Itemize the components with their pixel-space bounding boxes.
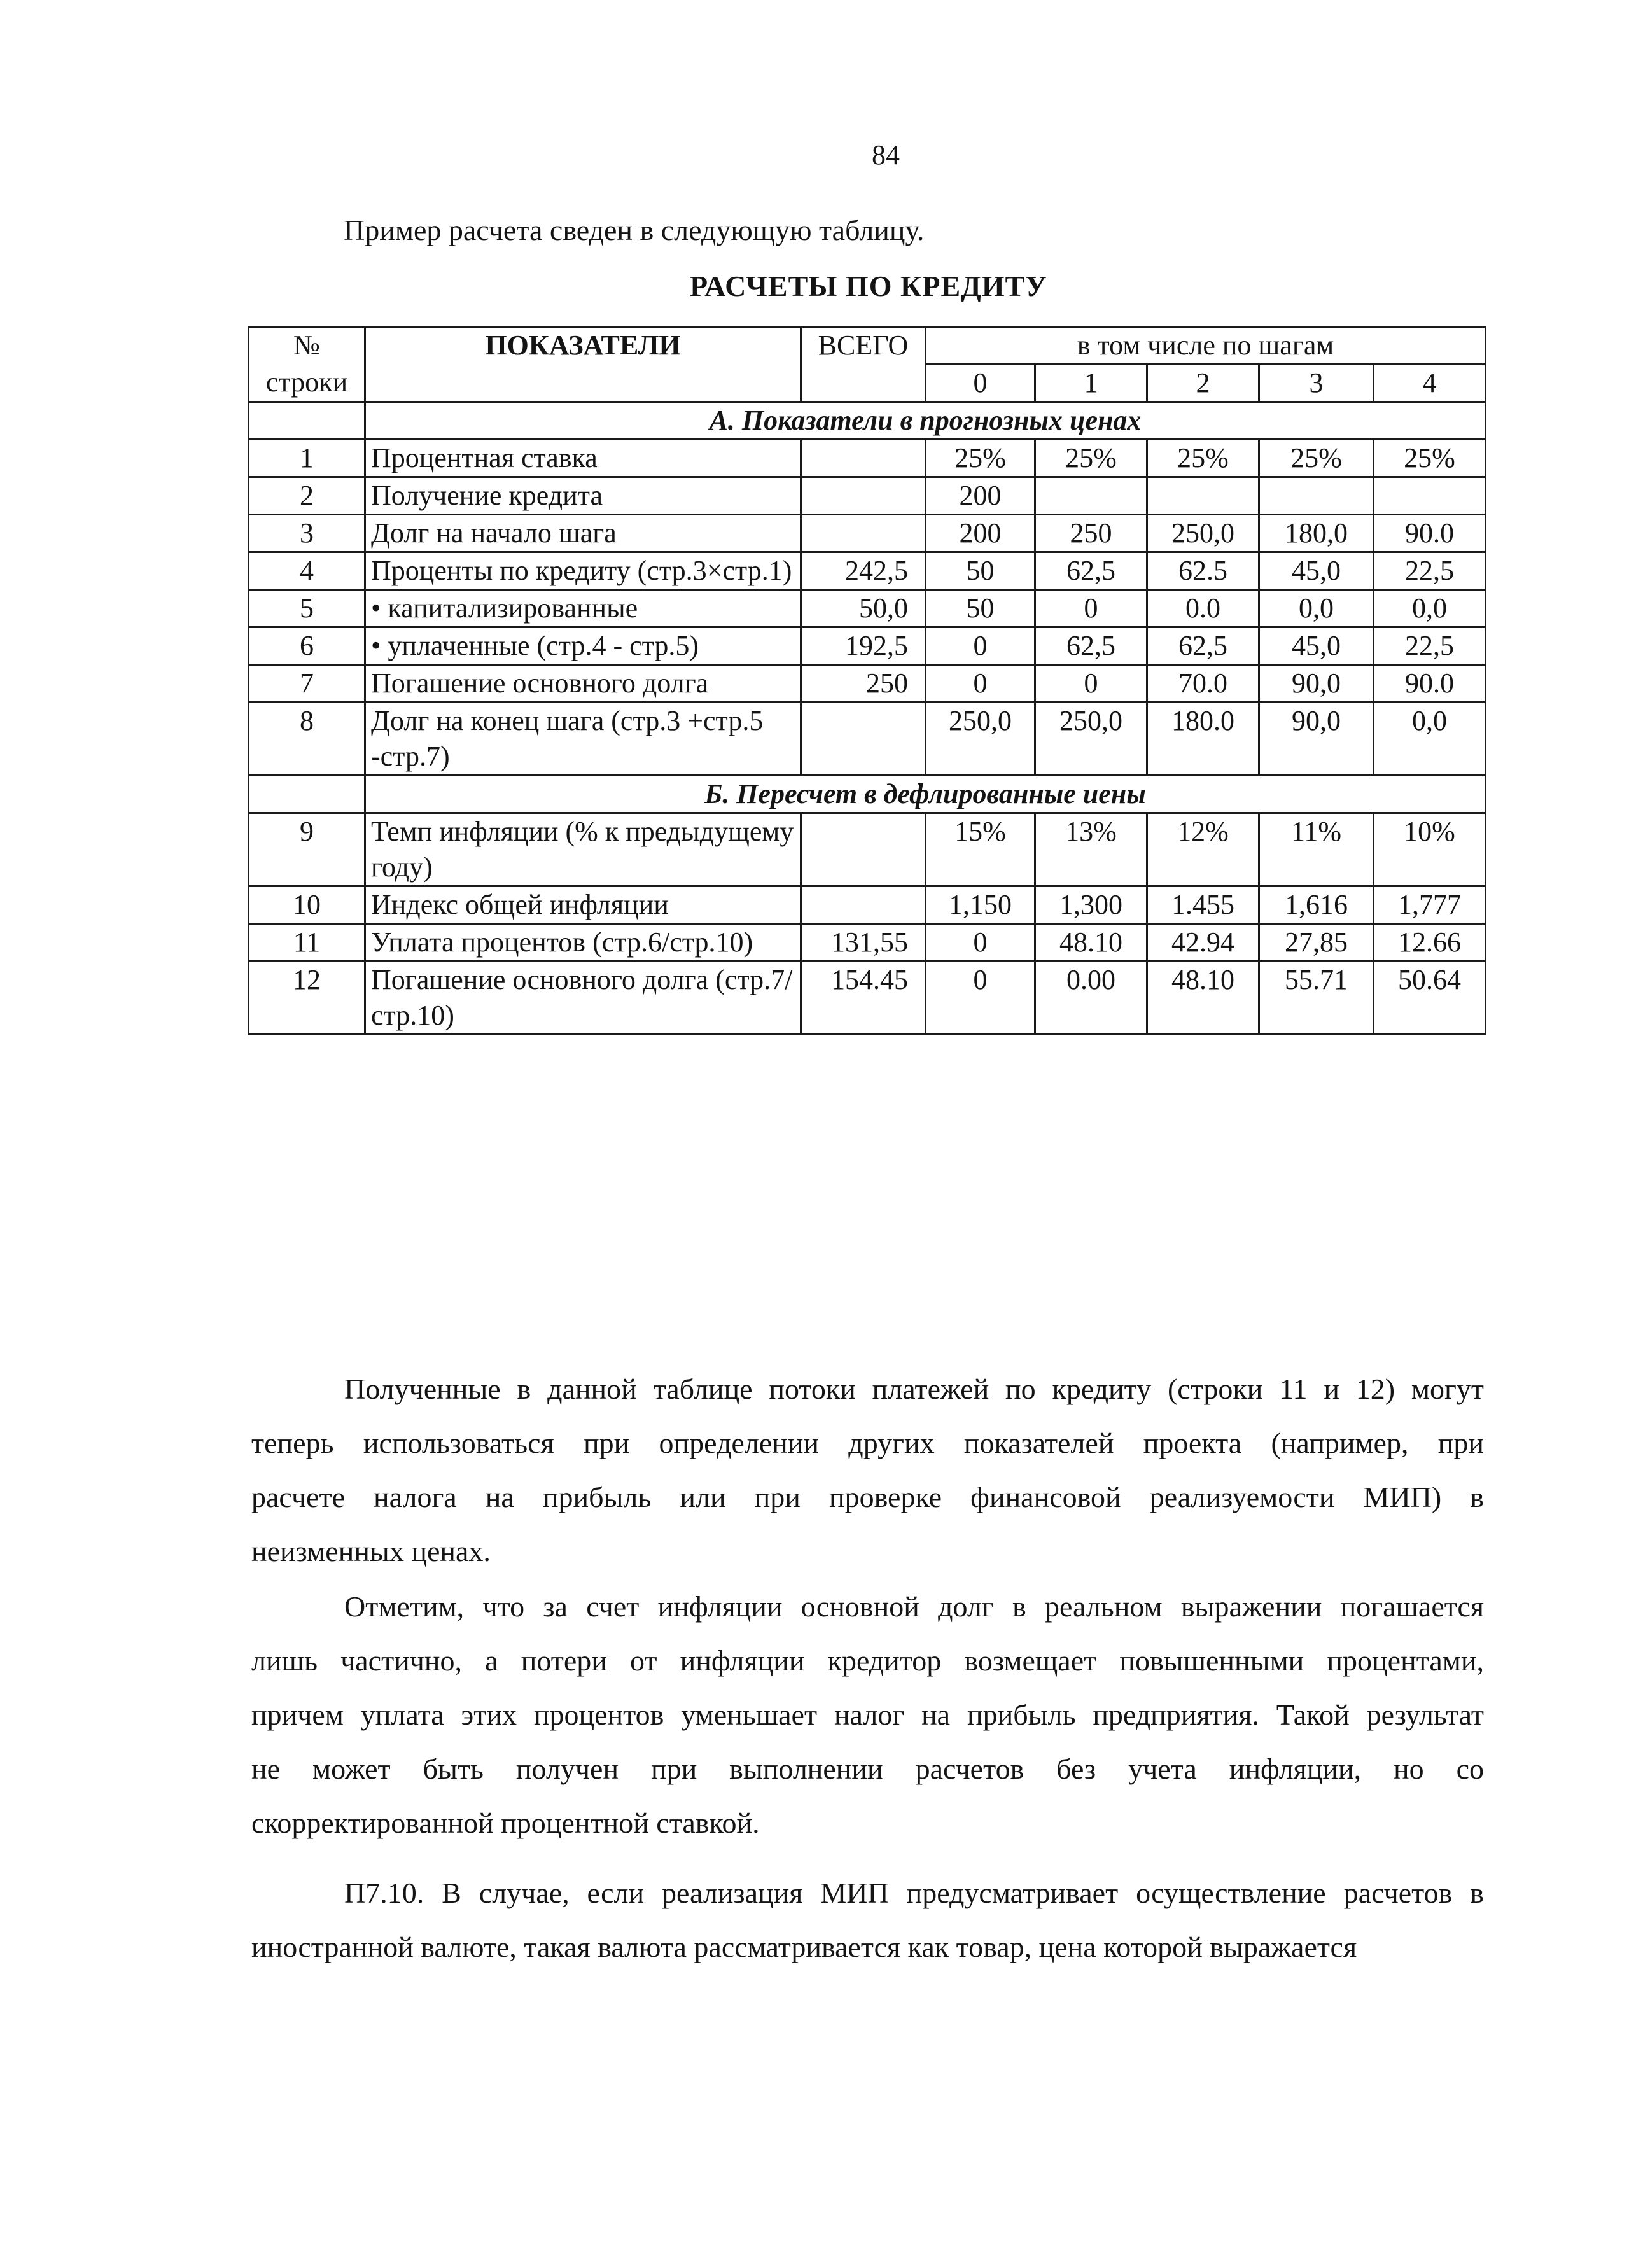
row-indicator: Погашение основного долга xyxy=(365,665,801,703)
row-indicator: Погашение основного долга (стр.7/стр.10) xyxy=(365,962,801,1035)
table-row xyxy=(249,627,1486,665)
table-row xyxy=(249,440,1486,477)
header-indicators: ПОКАЗАТЕЛИ xyxy=(365,327,801,402)
step-header: 0 xyxy=(926,365,1035,402)
row-step-value: 62,5 xyxy=(1035,627,1147,665)
row-step-value: 0 xyxy=(926,627,1035,665)
row-indicator: Долг на конец шага (стр.3 +стр.5 -стр.7) xyxy=(365,703,801,776)
header-no: № xyxy=(249,327,365,365)
row-step-value xyxy=(1259,477,1374,515)
table-row xyxy=(249,477,1486,515)
row-indicator: Процентная ставка xyxy=(365,440,801,477)
row-number: 11 xyxy=(249,924,365,962)
intro-text: Пример расчета сведен в следующую таблицу. xyxy=(344,214,925,246)
table-row xyxy=(249,924,1486,962)
row-indicator: Уплата процентов (стр.6/стр.10) xyxy=(365,924,801,962)
section-a-row xyxy=(249,402,1486,440)
row-step-value: 90.0 xyxy=(1374,665,1486,703)
row-step-value: 0 xyxy=(926,665,1035,703)
row-step-value: 50 xyxy=(926,552,1035,590)
row-step-value: 90.0 xyxy=(1374,515,1486,552)
row-step-value: 0 xyxy=(1035,665,1147,703)
paragraph-line: Отметим, что за счет инфляции основной долг в реальном выражении погашается xyxy=(344,1590,1484,1623)
header-row-1 xyxy=(249,327,1486,365)
step-header: 4 xyxy=(1374,365,1486,402)
row-step-value: 12% xyxy=(1147,813,1259,886)
paragraph-1 xyxy=(251,1362,1484,1578)
paragraph-2 xyxy=(251,1579,1484,1850)
row-step-value: 0,0 xyxy=(1374,703,1486,776)
step-header: 2 xyxy=(1147,365,1259,402)
row-step-value: 0.00 xyxy=(1035,962,1147,1035)
row-step-value: 13% xyxy=(1035,813,1147,886)
row-step-value: 45,0 xyxy=(1259,627,1374,665)
row-step-value: 1,777 xyxy=(1374,886,1486,924)
row-indicator: Темп инфляции (% к предыдущему году) xyxy=(365,813,801,886)
row-total: 154.45 xyxy=(801,962,926,1035)
row-step-value: 25% xyxy=(1147,440,1259,477)
row-step-value: 0,0 xyxy=(1259,590,1374,627)
row-step-value xyxy=(1374,477,1486,515)
table-row xyxy=(249,665,1486,703)
header-total: ВСЕГО xyxy=(801,327,926,402)
paragraph-line: теперь использоваться при определении других показателей проекта (например, при xyxy=(251,1427,1484,1459)
row-step-value: 12.66 xyxy=(1374,924,1486,962)
paragraph-line: расчете налога на прибыль или при проверке финансовой реализуемости МИП) в xyxy=(251,1481,1484,1513)
row-step-value: 250 xyxy=(1035,515,1147,552)
row-step-value: 180.0 xyxy=(1147,703,1259,776)
row-step-value: 1,616 xyxy=(1259,886,1374,924)
row-total: 131,55 xyxy=(801,924,926,962)
row-total xyxy=(801,515,926,552)
row-total: 50,0 xyxy=(801,590,926,627)
paragraph-line: причем уплата этих процентов уменьшает налог на прибыль предприятия. Такой результат xyxy=(251,1698,1484,1731)
row-total: 250 xyxy=(801,665,926,703)
row-step-value: 25% xyxy=(926,440,1035,477)
table-row xyxy=(249,590,1486,627)
header-steps: в том числе по шагам xyxy=(926,327,1486,365)
row-number: 12 xyxy=(249,962,365,1035)
step-header: 3 xyxy=(1259,365,1374,402)
row-step-value: 1,150 xyxy=(926,886,1035,924)
row-step-value: 62,5 xyxy=(1147,627,1259,665)
row-step-value: 0,0 xyxy=(1374,590,1486,627)
row-step-value: 180,0 xyxy=(1259,515,1374,552)
row-total xyxy=(801,886,926,924)
row-number: 1 xyxy=(249,440,365,477)
row-step-value: 62,5 xyxy=(1035,552,1147,590)
header-row-label: строки xyxy=(249,365,365,402)
row-step-value: 0.0 xyxy=(1147,590,1259,627)
row-step-value: 0 xyxy=(926,962,1035,1035)
row-step-value: 55.71 xyxy=(1259,962,1374,1035)
page-number: 84 xyxy=(872,139,900,171)
row-step-value: 48.10 xyxy=(1147,962,1259,1035)
table-row xyxy=(249,515,1486,552)
row-step-value: 90,0 xyxy=(1259,665,1374,703)
row-step-value: 0 xyxy=(926,924,1035,962)
row-step-value: 0 xyxy=(1035,590,1147,627)
row-indicator: Получение кредита xyxy=(365,477,801,515)
row-indicator: Проценты по кредиту (стр.3×стр.1) xyxy=(365,552,801,590)
row-indicator: Долг на начало шага xyxy=(365,515,801,552)
table-row xyxy=(249,813,1486,886)
row-step-value: 42.94 xyxy=(1147,924,1259,962)
row-step-value: 25% xyxy=(1259,440,1374,477)
row-step-value: 50 xyxy=(926,590,1035,627)
table-row xyxy=(249,552,1486,590)
row-step-value: 48.10 xyxy=(1035,924,1147,962)
paragraph-line: Полученные в данной таблице потоки платежей по кредиту (строки 11 и 12) могут xyxy=(344,1373,1484,1405)
row-step-value: 45,0 xyxy=(1259,552,1374,590)
row-step-value: 250,0 xyxy=(1035,703,1147,776)
row-step-value: 62.5 xyxy=(1147,552,1259,590)
row-step-value: 15% xyxy=(926,813,1035,886)
row-step-value: 1,300 xyxy=(1035,886,1147,924)
row-step-value: 27,85 xyxy=(1259,924,1374,962)
row-total xyxy=(801,440,926,477)
table-title: РАСЧЕТЫ ПО КРЕДИТУ xyxy=(689,270,1048,302)
row-step-value: 25% xyxy=(1035,440,1147,477)
row-step-value: 70.0 xyxy=(1147,665,1259,703)
row-number: 6 xyxy=(249,627,365,665)
row-number: 10 xyxy=(249,886,365,924)
table-row xyxy=(249,703,1486,776)
row-number: 8 xyxy=(249,703,365,776)
section-b-row xyxy=(249,776,1486,813)
row-total xyxy=(801,813,926,886)
row-step-value: 11% xyxy=(1259,813,1374,886)
paragraph-line: неизменных ценах. xyxy=(251,1535,491,1567)
row-step-value: 200 xyxy=(926,515,1035,552)
row-indicator: • капитализированные xyxy=(365,590,801,627)
row-total xyxy=(801,477,926,515)
section-b-title: Б. Пересчет в дефлированные иены xyxy=(365,776,1486,813)
row-step-value: 1.455 xyxy=(1147,886,1259,924)
row-step-value xyxy=(1035,477,1147,515)
row-step-value: 50.64 xyxy=(1374,962,1486,1035)
step-header: 1 xyxy=(1035,365,1147,402)
row-step-value: 22,5 xyxy=(1374,552,1486,590)
row-step-value: 90,0 xyxy=(1259,703,1374,776)
row-total: 192,5 xyxy=(801,627,926,665)
table-row xyxy=(249,886,1486,924)
row-total: 242,5 xyxy=(801,552,926,590)
section-a-title: А. Показатели в прогнозных ценах xyxy=(365,402,1486,440)
row-number: 3 xyxy=(249,515,365,552)
row-indicator: Индекс общей инфляции xyxy=(365,886,801,924)
row-total xyxy=(801,703,926,776)
row-step-value: 10% xyxy=(1374,813,1486,886)
row-step-value: 22,5 xyxy=(1374,627,1486,665)
paragraph-line: П7.10. В случае, если реализация МИП предусматривает осуществление расчетов в xyxy=(344,1877,1484,1909)
row-step-value: 250,0 xyxy=(926,703,1035,776)
paragraph-3 xyxy=(251,1866,1484,1974)
row-number: 9 xyxy=(249,813,365,886)
row-step-value xyxy=(1147,477,1259,515)
row-step-value: 25% xyxy=(1374,440,1486,477)
credit-table xyxy=(248,326,1486,1035)
paragraph-line: иностранной валюте, такая валюта рассматривается как товар, цена которой выражается xyxy=(251,1931,1357,1963)
paragraph-line: не может быть получен при выполнении расчетов без учета инфляции, но со xyxy=(251,1753,1484,1785)
paragraph-line: лишь частично, а потери от инфляции кредитор возмещает повышенными процентами, xyxy=(251,1644,1484,1677)
table-row xyxy=(249,962,1486,1035)
row-number: 4 xyxy=(249,552,365,590)
row-number: 2 xyxy=(249,477,365,515)
row-step-value: 250,0 xyxy=(1147,515,1259,552)
paragraph-line: скорректированной процентной ставкой. xyxy=(251,1807,760,1839)
row-number: 5 xyxy=(249,590,365,627)
row-indicator: • уплаченные (стр.4 - стр.5) xyxy=(365,627,801,665)
row-step-value: 200 xyxy=(926,477,1035,515)
row-number: 7 xyxy=(249,665,365,703)
